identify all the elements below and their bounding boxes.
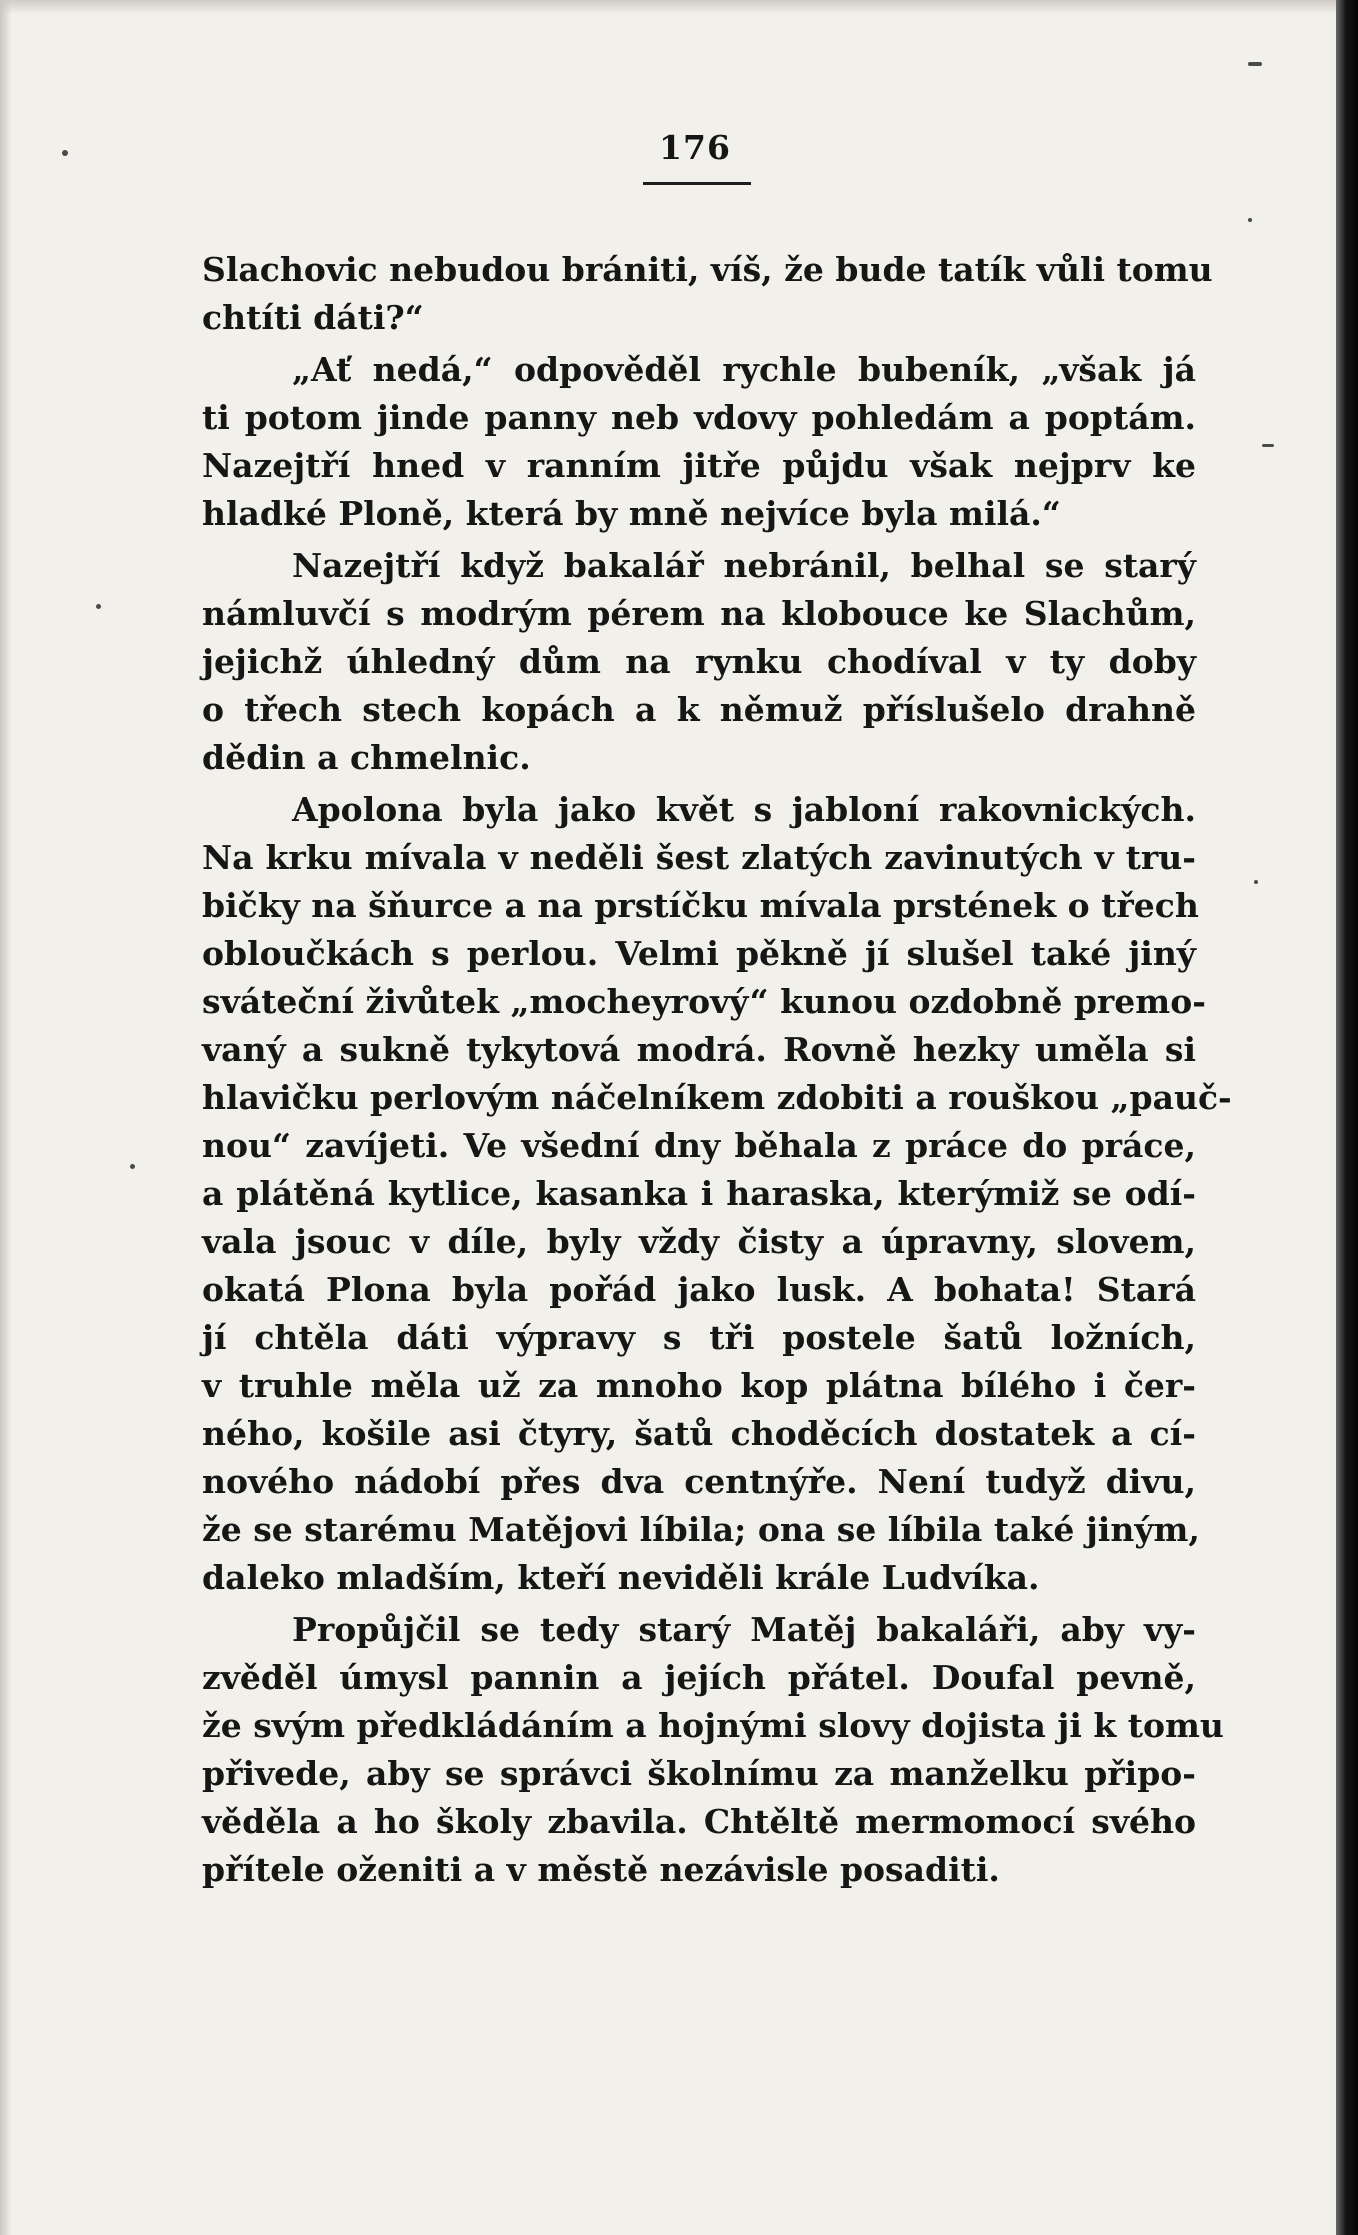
text-line: dědin a chmelnic. — [202, 738, 531, 777]
paragraph — [202, 246, 1213, 342]
text-line: bičky na šňurce a na prstíčku mívala prstének o třech — [202, 886, 1199, 925]
page-top-shadow — [0, 0, 1358, 14]
text-line: a plátěná kytlice, kasanka i haraska, kterýmiž se odí- — [202, 1174, 1196, 1213]
text-line: ti potom jinde panny neb vdovy pohledám a poptám. — [202, 398, 1196, 437]
page-left-shadow — [0, 0, 12, 2235]
text-line: Na krku mívala v neděli šest zlatých zavinutých v tru- — [202, 838, 1196, 877]
text-line: chtíti dáti?“ — [202, 298, 424, 337]
page-number-underline — [643, 182, 751, 185]
speck — [1248, 218, 1252, 222]
text-line: obloučkách s perlou. Velmi pěkně jí slušel také jiný — [202, 934, 1196, 973]
paragraph — [202, 542, 1196, 782]
text-line: že se starému Matějovi líbila; ona se líbila také jiným, — [202, 1510, 1200, 1549]
text-line: vaný a sukně tykytová modrá. Rovně hezky uměla si — [202, 1030, 1196, 1069]
paragraph — [202, 346, 1196, 538]
text-line: Slachovic nebudou brániti, víš, že bude tatík vůli tomu — [202, 250, 1213, 289]
body-text — [202, 246, 1232, 1894]
speck — [96, 604, 101, 609]
text-line: o třech stech kopách a k němuž příslušelo drahně — [202, 690, 1196, 729]
text-line: jí chtěla dáti výpravy s tři postele šatů ložních, — [202, 1318, 1196, 1357]
speck — [1262, 444, 1274, 447]
text-line: vala jsouc v díle, byly vždy čisty a úpravny, slovem, — [202, 1222, 1196, 1261]
text-line: okatá Plona byla pořád jako lusk. A bohata! Stará — [202, 1270, 1196, 1309]
page-number: 176 — [659, 128, 731, 167]
text-line: sváteční živůtek „mocheyrový“ kunou ozdobně premo- — [202, 982, 1206, 1021]
paragraph — [202, 786, 1232, 1602]
text-line: v truhle měla už za mnoho kop plátna bílého i čer- — [202, 1366, 1196, 1405]
text-line: nou“ zavíjeti. Ve všední dny běhala z práce do práce, — [202, 1126, 1196, 1165]
text-line: přítele oženiti a v městě nezávisle posaditi. — [202, 1850, 1000, 1889]
text-line: věděla a ho školy zbavila. Chtěltě mermomocí svého — [202, 1802, 1196, 1841]
text-line: Nazejtří když bakalář nebránil, belhal se starý — [292, 546, 1196, 585]
text-line: námluvčí s modrým pérem na klobouce ke Slachům, — [202, 594, 1196, 633]
text-line: že svým předkládáním a hojnými slovy dojista ji k tomu — [202, 1706, 1224, 1745]
text-line: Nazejtří hned v ranním jitře půjdu však nejprv ke — [202, 446, 1196, 485]
text-line: zvěděl úmysl pannin a jejích přátel. Doufal pevně, — [202, 1658, 1196, 1697]
speck — [1248, 62, 1262, 66]
text-line: přivede, aby se správci školnímu za manželku připo- — [202, 1754, 1196, 1793]
book-binding-edge — [1336, 0, 1358, 2235]
text-line: ného, košile asi čtyry, šatů choděcích dostatek a cí- — [202, 1414, 1196, 1453]
speck — [62, 150, 68, 156]
text-line: „Ať nedá,“ odpověděl rychle bubeník, „však já — [292, 350, 1196, 389]
paragraph — [202, 1606, 1224, 1894]
text-line: hlavičku perlovým náčelníkem zdobiti a rouškou „pauč- — [202, 1078, 1232, 1117]
text-line: daleko mladším, kteří neviděli krále Ludvíka. — [202, 1558, 1040, 1597]
text-line: hladké Ploně, která by mně nejvíce byla milá.“ — [202, 494, 1061, 533]
text-line: Propůjčil se tedy starý Matěj bakaláři, aby vy- — [292, 1610, 1196, 1649]
speck — [130, 1164, 135, 1169]
text-line: jejichž úhledný dům na rynku chodíval v ty doby — [202, 642, 1196, 681]
speck — [1254, 880, 1258, 884]
text-line: Apolona byla jako květ s jabloní rakovnických. — [292, 790, 1196, 829]
text-line: nového nádobí přes dva centnýře. Není tudyž divu, — [202, 1462, 1196, 1501]
